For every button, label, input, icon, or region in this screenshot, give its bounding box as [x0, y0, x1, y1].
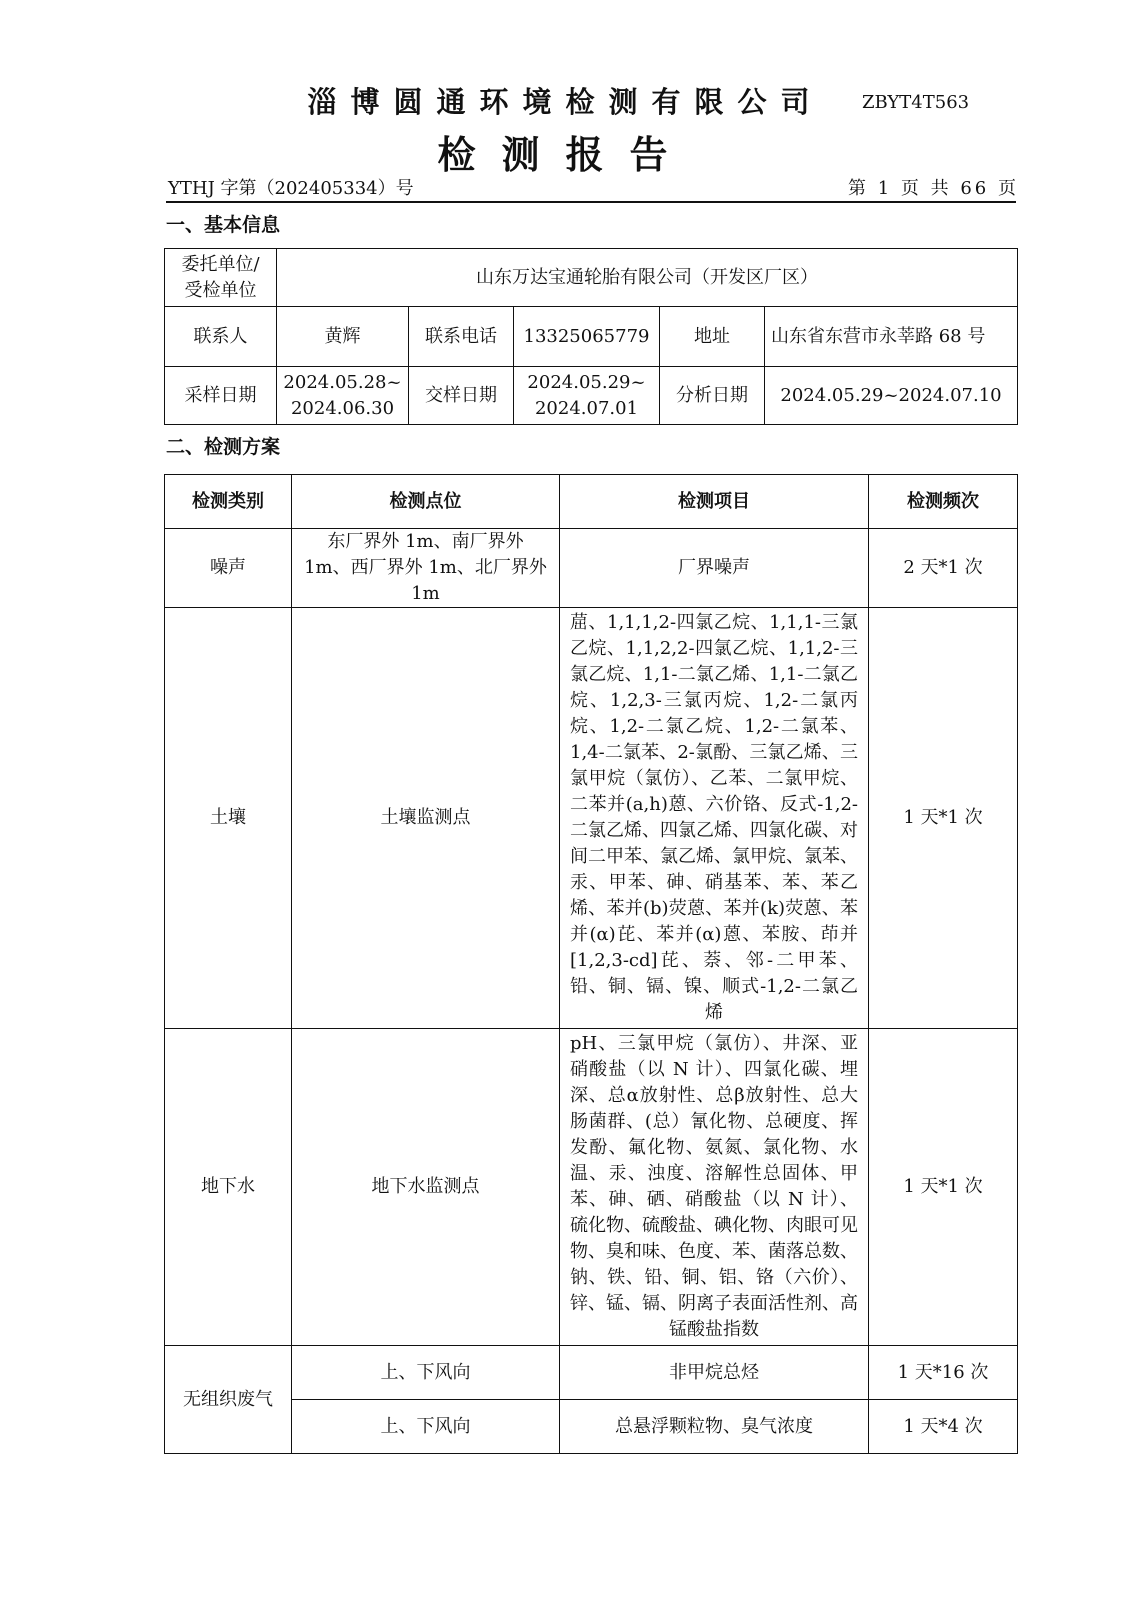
header-category: 检测类别: [165, 475, 292, 529]
row-location: 东厂界外 1m、南厂界外 1m、西厂界外 1m、北厂界外 1m: [292, 529, 560, 608]
analysis-date-label: 分析日期: [660, 367, 765, 425]
client-label: 委托单位/受检单位: [165, 249, 277, 307]
page-indicator: 第 1 页 共 66 页: [848, 178, 1019, 199]
contact-value: 黄辉: [277, 307, 409, 367]
table-row: [165, 529, 1018, 608]
client-row: [165, 249, 1018, 307]
header-frequency: 检测频次: [869, 475, 1018, 529]
row-frequency: 1 天*16 次: [869, 1346, 1018, 1400]
row-items: 厂界噪声: [560, 529, 869, 608]
table-row: [165, 1346, 1018, 1400]
section-basic-info-title: 一、基本信息: [166, 214, 281, 236]
row-frequency: 2 天*1 次: [869, 529, 1018, 608]
row-category: 噪声: [165, 529, 292, 608]
contact-label: 联系人: [165, 307, 277, 367]
row-location: 上、下风向: [292, 1346, 560, 1400]
table-row: [165, 608, 1018, 1029]
row-frequency: 1 天*1 次: [869, 1029, 1018, 1346]
header-items: 检测项目: [560, 475, 869, 529]
basic-info-table: [164, 248, 1018, 425]
sampling-date-value: 2024.05.28~ 2024.06.30: [277, 367, 409, 425]
section-plan-title: 二、检测方案: [166, 436, 281, 458]
row-items: pH、三氯甲烷（氯仿）、井深、亚硝酸盐（以 N 计）、四氯化碳、埋深、总α放射性、总β放射性、总大肠菌群、(总）氰化物、总硬度、挥发酚、氟化物、氨氮、氯化物、水温、汞、浊度、溶解性总固体、甲苯、砷、硒、硝酸盐（以 N 计）、硫化物、硫酸盐、碘化物、肉眼可见物、臭和味、色度、苯、菌落总数、钠、铁、铅、铜、铝、铬（六价）、锌、锰、镉、阴离子表面活性剂、高锰酸盐指数: [560, 1029, 869, 1346]
sampling-date-label: 采样日期: [165, 367, 277, 425]
header-divider: [166, 201, 1016, 203]
row-items: 非甲烷总烃: [560, 1346, 869, 1400]
report-number: YTHJ 字第（202405334）号: [168, 178, 414, 199]
report-title: 检测报告: [437, 132, 694, 177]
row-category: 地下水: [165, 1029, 292, 1346]
phone-value: 13325065779: [514, 307, 660, 367]
address-value: 山东省东营市永莘路 68 号: [765, 307, 1018, 367]
address-label: 地址: [660, 307, 765, 367]
row-location: 土壤监测点: [292, 608, 560, 1029]
plan-header-row: [165, 475, 1018, 529]
document-code: ZBYT4T563: [862, 92, 970, 113]
row-frequency: 1 天*4 次: [869, 1400, 1018, 1454]
table-row: [165, 1029, 1018, 1346]
client-value: 山东万达宝通轮胎有限公司（开发区厂区）: [277, 249, 1018, 307]
row-frequency: 1 天*1 次: [869, 608, 1018, 1029]
row-category: 土壤: [165, 608, 292, 1029]
contact-row: [165, 307, 1018, 367]
phone-label: 联系电话: [409, 307, 514, 367]
row-items: 䓛、1,1,1,2-四氯乙烷、1,1,1-三氯乙烷、1,1,2,2-四氯乙烷、1,1,2-三氯乙烷、1,1-二氯乙烯、1,1-二氯乙烷、1,2,3-三氯丙烷、1,2-二氯丙烷、1,2-二氯乙烷、1,2-二氯苯、1,4-二氯苯、2-氯酚、三氯乙烯、三氯甲烷（氯仿）、乙苯、二氯甲烷、二苯并(a,h)蒽、六价铬、反式-1,2-二氯乙烯、四氯乙烯、四氯化碳、对间二甲苯、氯乙烯、氯甲烷、氯苯、汞、甲苯、砷、硝基苯、苯、苯乙烯、苯并(b)荧蒽、苯并(k)荧蒽、苯并(α)芘、苯并(α)蒽、苯胺、茚并[1,2,3-cd]芘、萘、邻-二甲苯、铅、铜、镉、镍、顺式-1,2-二氯乙烯: [560, 608, 869, 1029]
table-row: [165, 1400, 1018, 1454]
analysis-date-value: 2024.05.29~2024.07.10: [765, 367, 1018, 425]
header-location: 检测点位: [292, 475, 560, 529]
row-items: 总悬浮颗粒物、臭气浓度: [560, 1400, 869, 1454]
delivery-date-label: 交样日期: [409, 367, 514, 425]
delivery-date-value: 2024.05.29~ 2024.07.01: [514, 367, 660, 425]
detection-plan-table: [164, 474, 1018, 1454]
row-category: 无组织废气: [165, 1346, 292, 1454]
row-location: 上、下风向: [292, 1400, 560, 1454]
dates-row: [165, 367, 1018, 425]
row-location: 地下水监测点: [292, 1029, 560, 1346]
company-name: 淄博圆通环境检测有限公司: [307, 85, 824, 119]
